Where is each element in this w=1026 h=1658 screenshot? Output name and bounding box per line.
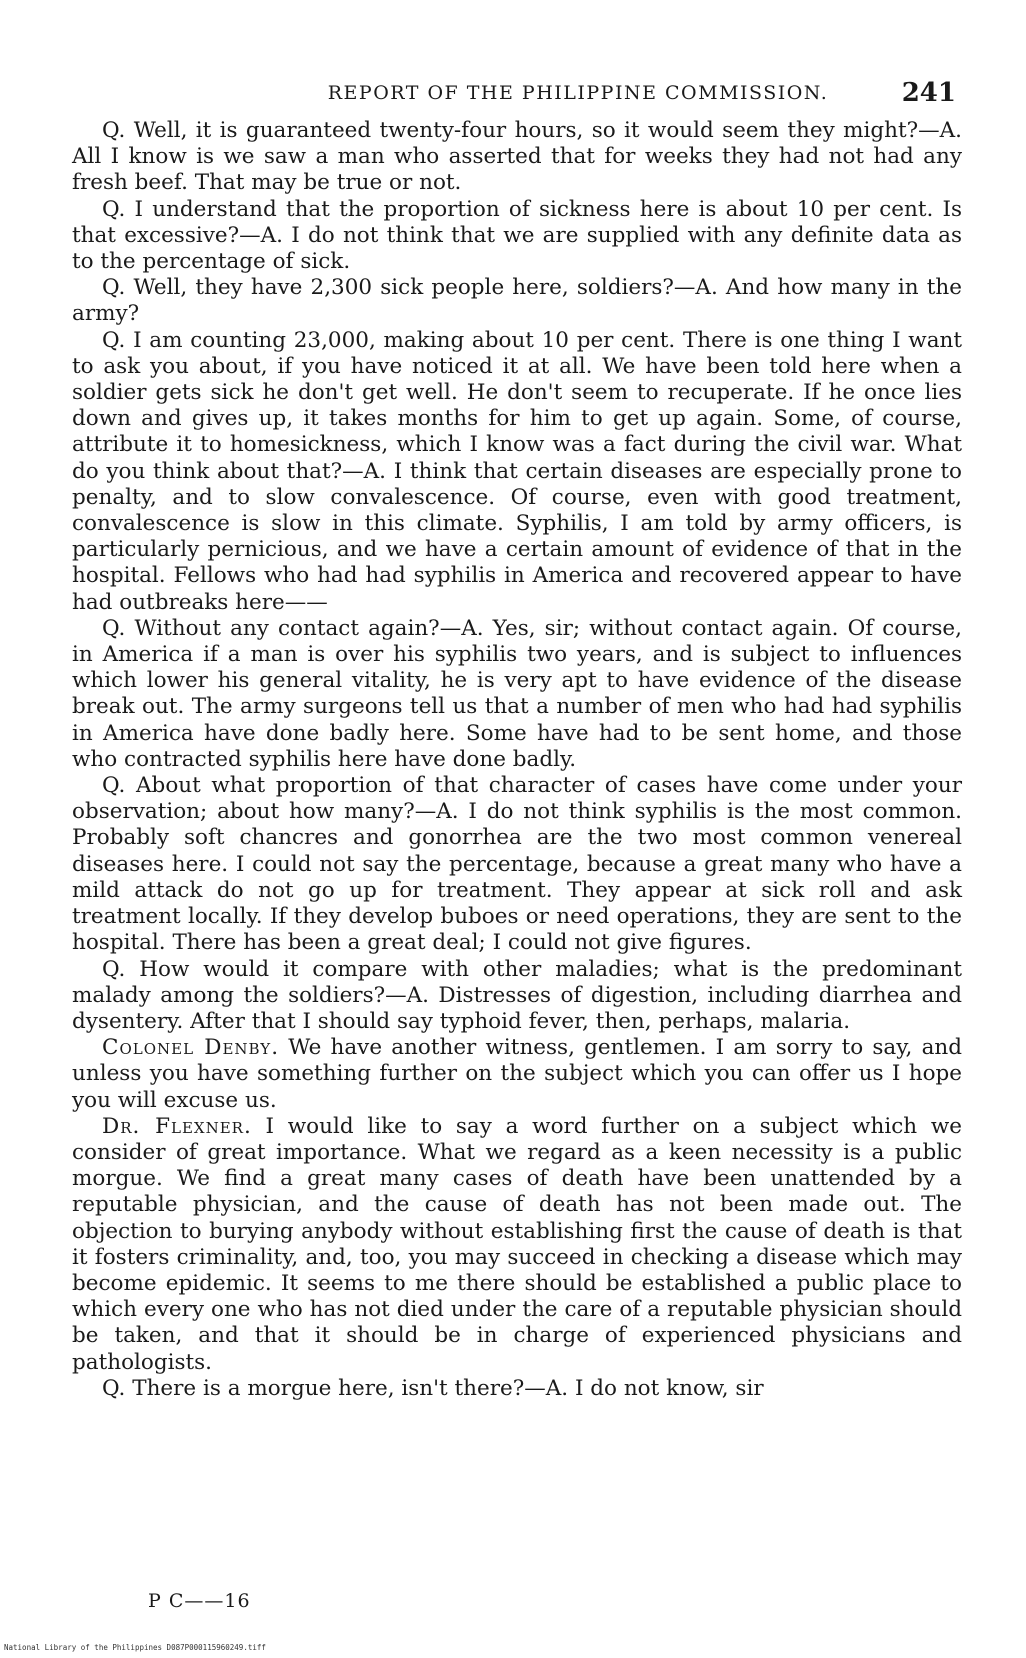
paragraph: Q. Without any contact again?—A. Yes, sir; without contact again. Of course, in America if a man is over his syphilis two years, and is subject to influences which lower his general vitality, he is very apt to have evidence of the disease break out. The army surgeons tell us that a number of men who had had syphilis in America have done badly here. Some have had to be sent home, and those who contracted syphilis here have done badly. — [72, 615, 962, 772]
paragraph: Q. About what proportion of that character of cases have come under your observation; about how many?—A. I do not think syphilis is the most common. Probably soft chancres and gonorrhea are the two most common venereal diseases here. I could not say the percentage, because a great many who have a mild attack do not go up for treatment. They appear at sick roll and ask treatment locally. If they develop buboes or need operations, they are sent to the hospital. There has been a great deal; I could not give figures. — [72, 773, 962, 956]
running-head — [80, 78, 956, 108]
paragraph-flexner — [72, 1114, 962, 1376]
paragraph: Q. I am counting 23,000, making about 10 per cent. There is one thing I want to ask you about, if you have noticed it at all. We have been told here when a soldier gets sick he don't get well. He don't seem to recuperate. If he once lies down and gives up, it takes months for him to get up again. Some, of course, attribute it to homesickness, which I know was a fact during the civil war. What do you think about that?—A. I think that certain diseases are especially prone to penalty, and to slow convalescence. Of course, even with good treatment, convalescence is slow in this climate. Syphilis, I am told by army officers, is particularly pernicious, and we have a certain amount of evidence of that in the hospital. Fellows who had had syphilis in America and recovered appear to have had outbreaks here—— — [72, 327, 962, 615]
paragraph: Q. Well, they have 2,300 sick people here, soldiers?—A. And how many in the army? — [72, 275, 962, 327]
body-text — [72, 118, 962, 1402]
paragraph: Q. Well, it is guaranteed twenty-four hours, so it would seem they might?—A. All I know is we saw a man who asserted that for weeks they had not had any fresh beef. That may be true or not. — [72, 118, 962, 196]
flexner-text: I would like to say a word further on a subject which we consider of great importance. What we regard as a keen necessity is a public morgue. We find a great many cases of death have been unattended by a reputable physician, and the cause of death has not been made out. The objection to burying anybody without establishing first the cause of death is that it fosters criminality, and, too, you may succeed in checking a disease which may become epidemic. It seems to me there should be established a public place to which every one who has not died under the care of a reputable physician should be taken, and that it should be in charge of experienced physicians and pathologists. — [72, 1113, 962, 1375]
header-title: REPORT OF THE PHILIPPINE COMMISSION. — [327, 82, 829, 104]
paragraph: Q. I understand that the proportion of sickness here is about 10 per cent. Is that excessive?—A. I do not think that we are supplied with any definite data as to the percentage of sick. — [72, 196, 962, 275]
last-line: Q. There is a morgue here, isn't there?—A. I do not know, sir — [102, 1375, 764, 1401]
signature-mark: P C——16 — [148, 1590, 251, 1612]
page-number: 241 — [901, 78, 956, 108]
paragraph: Q. How would it compare with other maladies; what is the predominant malady among the soldiers?—A. Distresses of digestion, including diarrhea and dysentery. After that I should say typhoid fever, then, perhaps, malaria. — [72, 956, 962, 1034]
denby-text: We have another witness, gentlemen. I am sorry to say, and unless you have something further on the subject which you can offer us I hope you will excuse us. — [72, 1035, 962, 1113]
speaker-flexner: Dr. Flexner. — [102, 1113, 252, 1139]
scan-footer: National Library of the Philippines D087P000115960249.tiff — [4, 1643, 266, 1652]
paragraph-denby — [72, 1035, 962, 1114]
speaker-denby: Colonel Denby. — [102, 1035, 280, 1061]
